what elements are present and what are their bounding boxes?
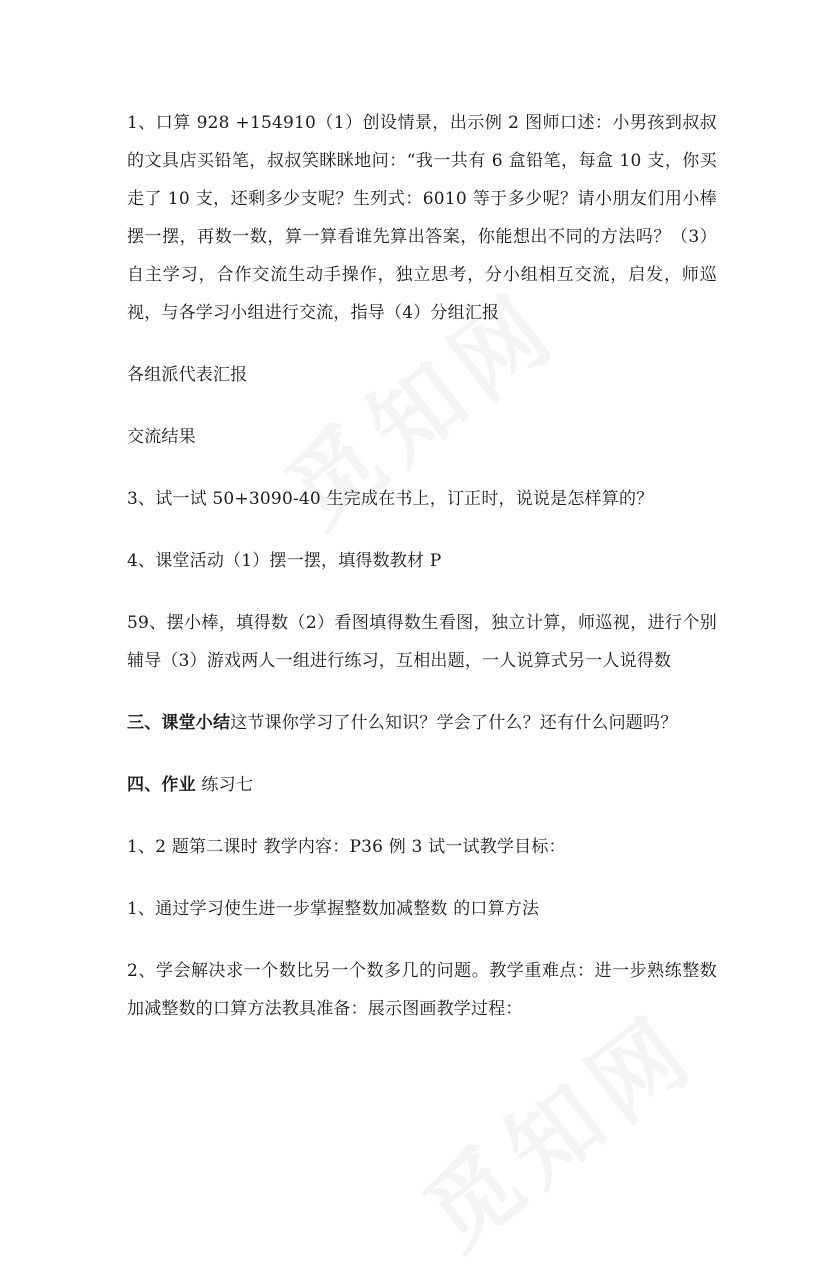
paragraph-lesson-summary — [127, 704, 717, 742]
document-body — [127, 104, 717, 1028]
paragraph-homework — [127, 766, 717, 804]
paragraph-mental-arithmetic: 1、口算 928 +154910（1）创设情景，出示例 2 图师口述：小男孩到叔叔的文具店买铅笔，叔叔笑眯眯地问：“我一共有 6 盒铅笔，每盒 10 支，你买走了 10 支，还剩多少支呢？生列式：6010 等于多少呢？请小朋友们用小棒摆一摆，再数一数，算一算看谁先算出答案，你能想出不同的方法吗？（3）自主学习，合作交流生动手操作，独立思考，分小组相互交流，启发，师巡视，与各学习小组进行交流，指导（4）分组汇报 — [127, 113, 717, 323]
paragraph-class-activity: 4、课堂活动（1）摆一摆，填得数教材 P — [127, 551, 442, 571]
paragraph-objective-1: 1、通过学习使生进一步掌握整数加减整数 的口算方法 — [127, 899, 540, 919]
section-heading-homework: 四、作业 — [127, 775, 196, 795]
homework-text: 练习七 — [195, 775, 254, 795]
paragraph-exchange-results: 交流结果 — [127, 427, 196, 447]
summary-text: 这节课你学习了什么知识？学会了什么？还有什么问题吗？ — [230, 713, 678, 733]
paragraph-objective-2: 2、学会解决求一个数比另一个数多几的问题。教学重难点：进一步熟练整数加减整数的口算方法教具准备：展示图画教学过程： — [127, 961, 717, 1019]
paragraph-group-report: 各组派代表汇报 — [127, 365, 248, 385]
paragraph-sticks-game: 59、摆小棒，填得数（2）看图填得数生看图，独立计算，师巡视，进行个别辅导（3）游戏两人一组进行练习，互相出题，一人说算式另一人说得数 — [127, 613, 717, 671]
paragraph-second-lesson: 1、2 题第二课时 教学内容：P36 例 3 试一试教学目标： — [127, 837, 566, 857]
section-heading-summary: 三、课堂小结 — [127, 713, 231, 733]
paragraph-try-it: 3、试一试 50+3090-40 生完成在书上，订正时，说说是怎样算的？ — [127, 489, 654, 509]
